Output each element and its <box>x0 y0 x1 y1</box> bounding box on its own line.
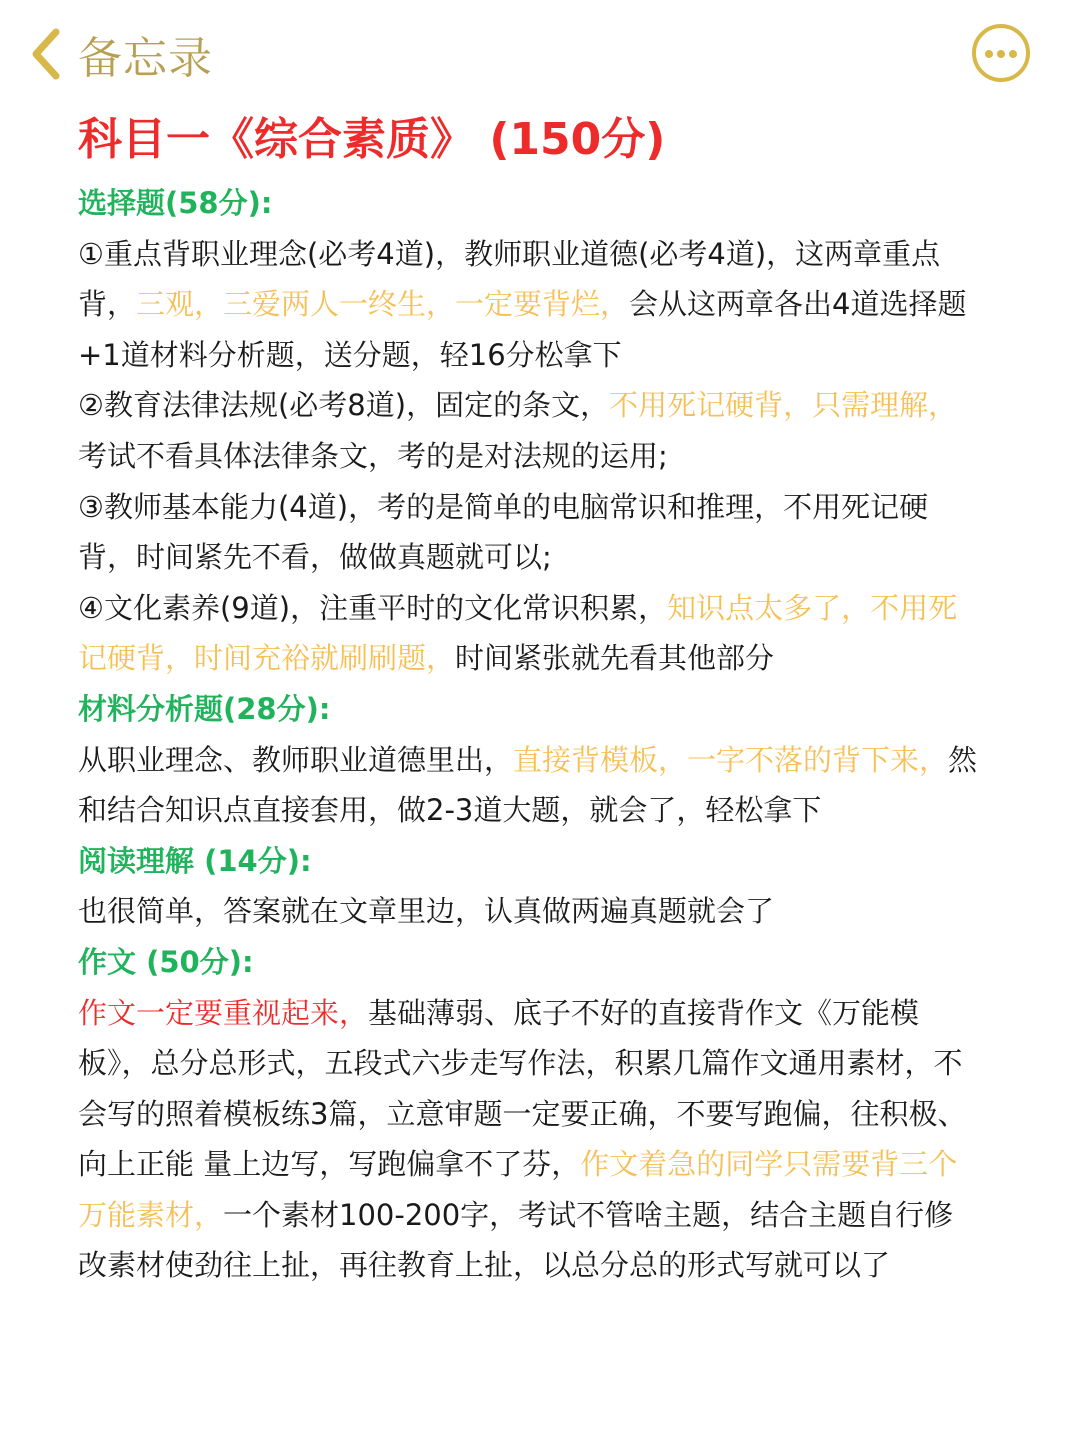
more-dots-icon <box>984 44 1018 63</box>
more-button[interactable] <box>972 24 1030 82</box>
essay-emphasis: 作文一定要重视起来， <box>78 995 369 1030</box>
chevron-left-icon <box>28 26 62 82</box>
section-heading-reading: 阅读理解 (14分): <box>78 843 312 878</box>
navigation-bar <box>0 0 1080 100</box>
section-heading-essay: 作文 (50分): <box>78 944 254 979</box>
material-highlight: 直接背模板，一字不落的背下来， <box>513 742 949 777</box>
choice-item-2-highlight: 不用死记硬背，只需理解， <box>609 388 958 423</box>
back-label: 备忘录 <box>78 33 213 84</box>
essay-text-a: 基础薄弱、底子不好的直接背作文《万能模板》，总分总形式，五段式六步走写作法，积累几篇作文通用素材，不会写的照着模板练3篇，立意审题一定要正确，不要写跑偏，往积极、向上正能 量上边写，写跑偏拿不了芬， <box>78 995 967 1182</box>
choice-item-4-text-b: 时间紧张就先看其他部分 <box>455 641 775 676</box>
choice-item-2-text-a: ②教育法律法规(必考8道)，固定的条文， <box>78 388 610 423</box>
choice-item-4-text-a: ④文化素养(9道)，注重平时的文化常识积累， <box>78 590 668 625</box>
choice-item-1-text-a: ①重点背职业理念(必考4道)，教师职业道德(必考4道)，这两章重点背， <box>78 236 941 322</box>
choice-item-4-highlight: 知识点太多了，不用死记硬背，时间充裕就刷刷题， <box>78 590 958 676</box>
choice-item-1 <box>78 229 978 381</box>
material-paragraph <box>78 735 978 836</box>
material-text-a: 从职业理念、教师职业道德里出， <box>78 742 514 777</box>
reading-paragraph <box>78 886 978 937</box>
essay-highlight: 作文着急的同学只需要背三个万能素材， <box>78 1147 958 1232</box>
essay-paragraph <box>78 988 978 1292</box>
page-title: 科目一《综合素质》 (150分) <box>78 114 666 165</box>
material-text-b: 然和结合知识点直接套用，做2-3道大题，就会了，轻松拿下 <box>78 742 978 828</box>
reading-text: 也很简单，答案就在文章里边，认真做两遍真题就会了 <box>78 894 775 929</box>
choice-item-3-text-a: ③教师基本能力(4道)，考的是简单的电脑常识和推理，不用死记硬背，时间紧先不看，做做真题就可以; <box>78 489 929 575</box>
choice-item-4 <box>78 583 978 684</box>
essay-text-b: 一个素材100-200字，考试不管啥主题，结合主题自行修改素材使劲往上扯，再往教育上扯，以总分总的形式写就可以了 <box>78 1197 954 1283</box>
section-heading-material: 材料分析题(28分): <box>78 691 331 726</box>
choice-item-1-highlight: 三观，三爱两人一终生，一定要背烂， <box>136 287 630 322</box>
choice-item-2 <box>78 380 978 481</box>
choice-item-2-text-b: 考试不看具体法律条文，考的是对法规的运用; <box>78 438 668 473</box>
back-button[interactable] <box>28 22 213 86</box>
choice-item-3 <box>78 482 978 583</box>
note-content <box>78 108 978 1291</box>
section-heading-choice: 选择题(58分): <box>78 186 273 220</box>
choice-item-1-text-b: 会从这两章各出4道选择题+1道材料分析题，送分题，轻16分松拿下 <box>78 287 967 372</box>
